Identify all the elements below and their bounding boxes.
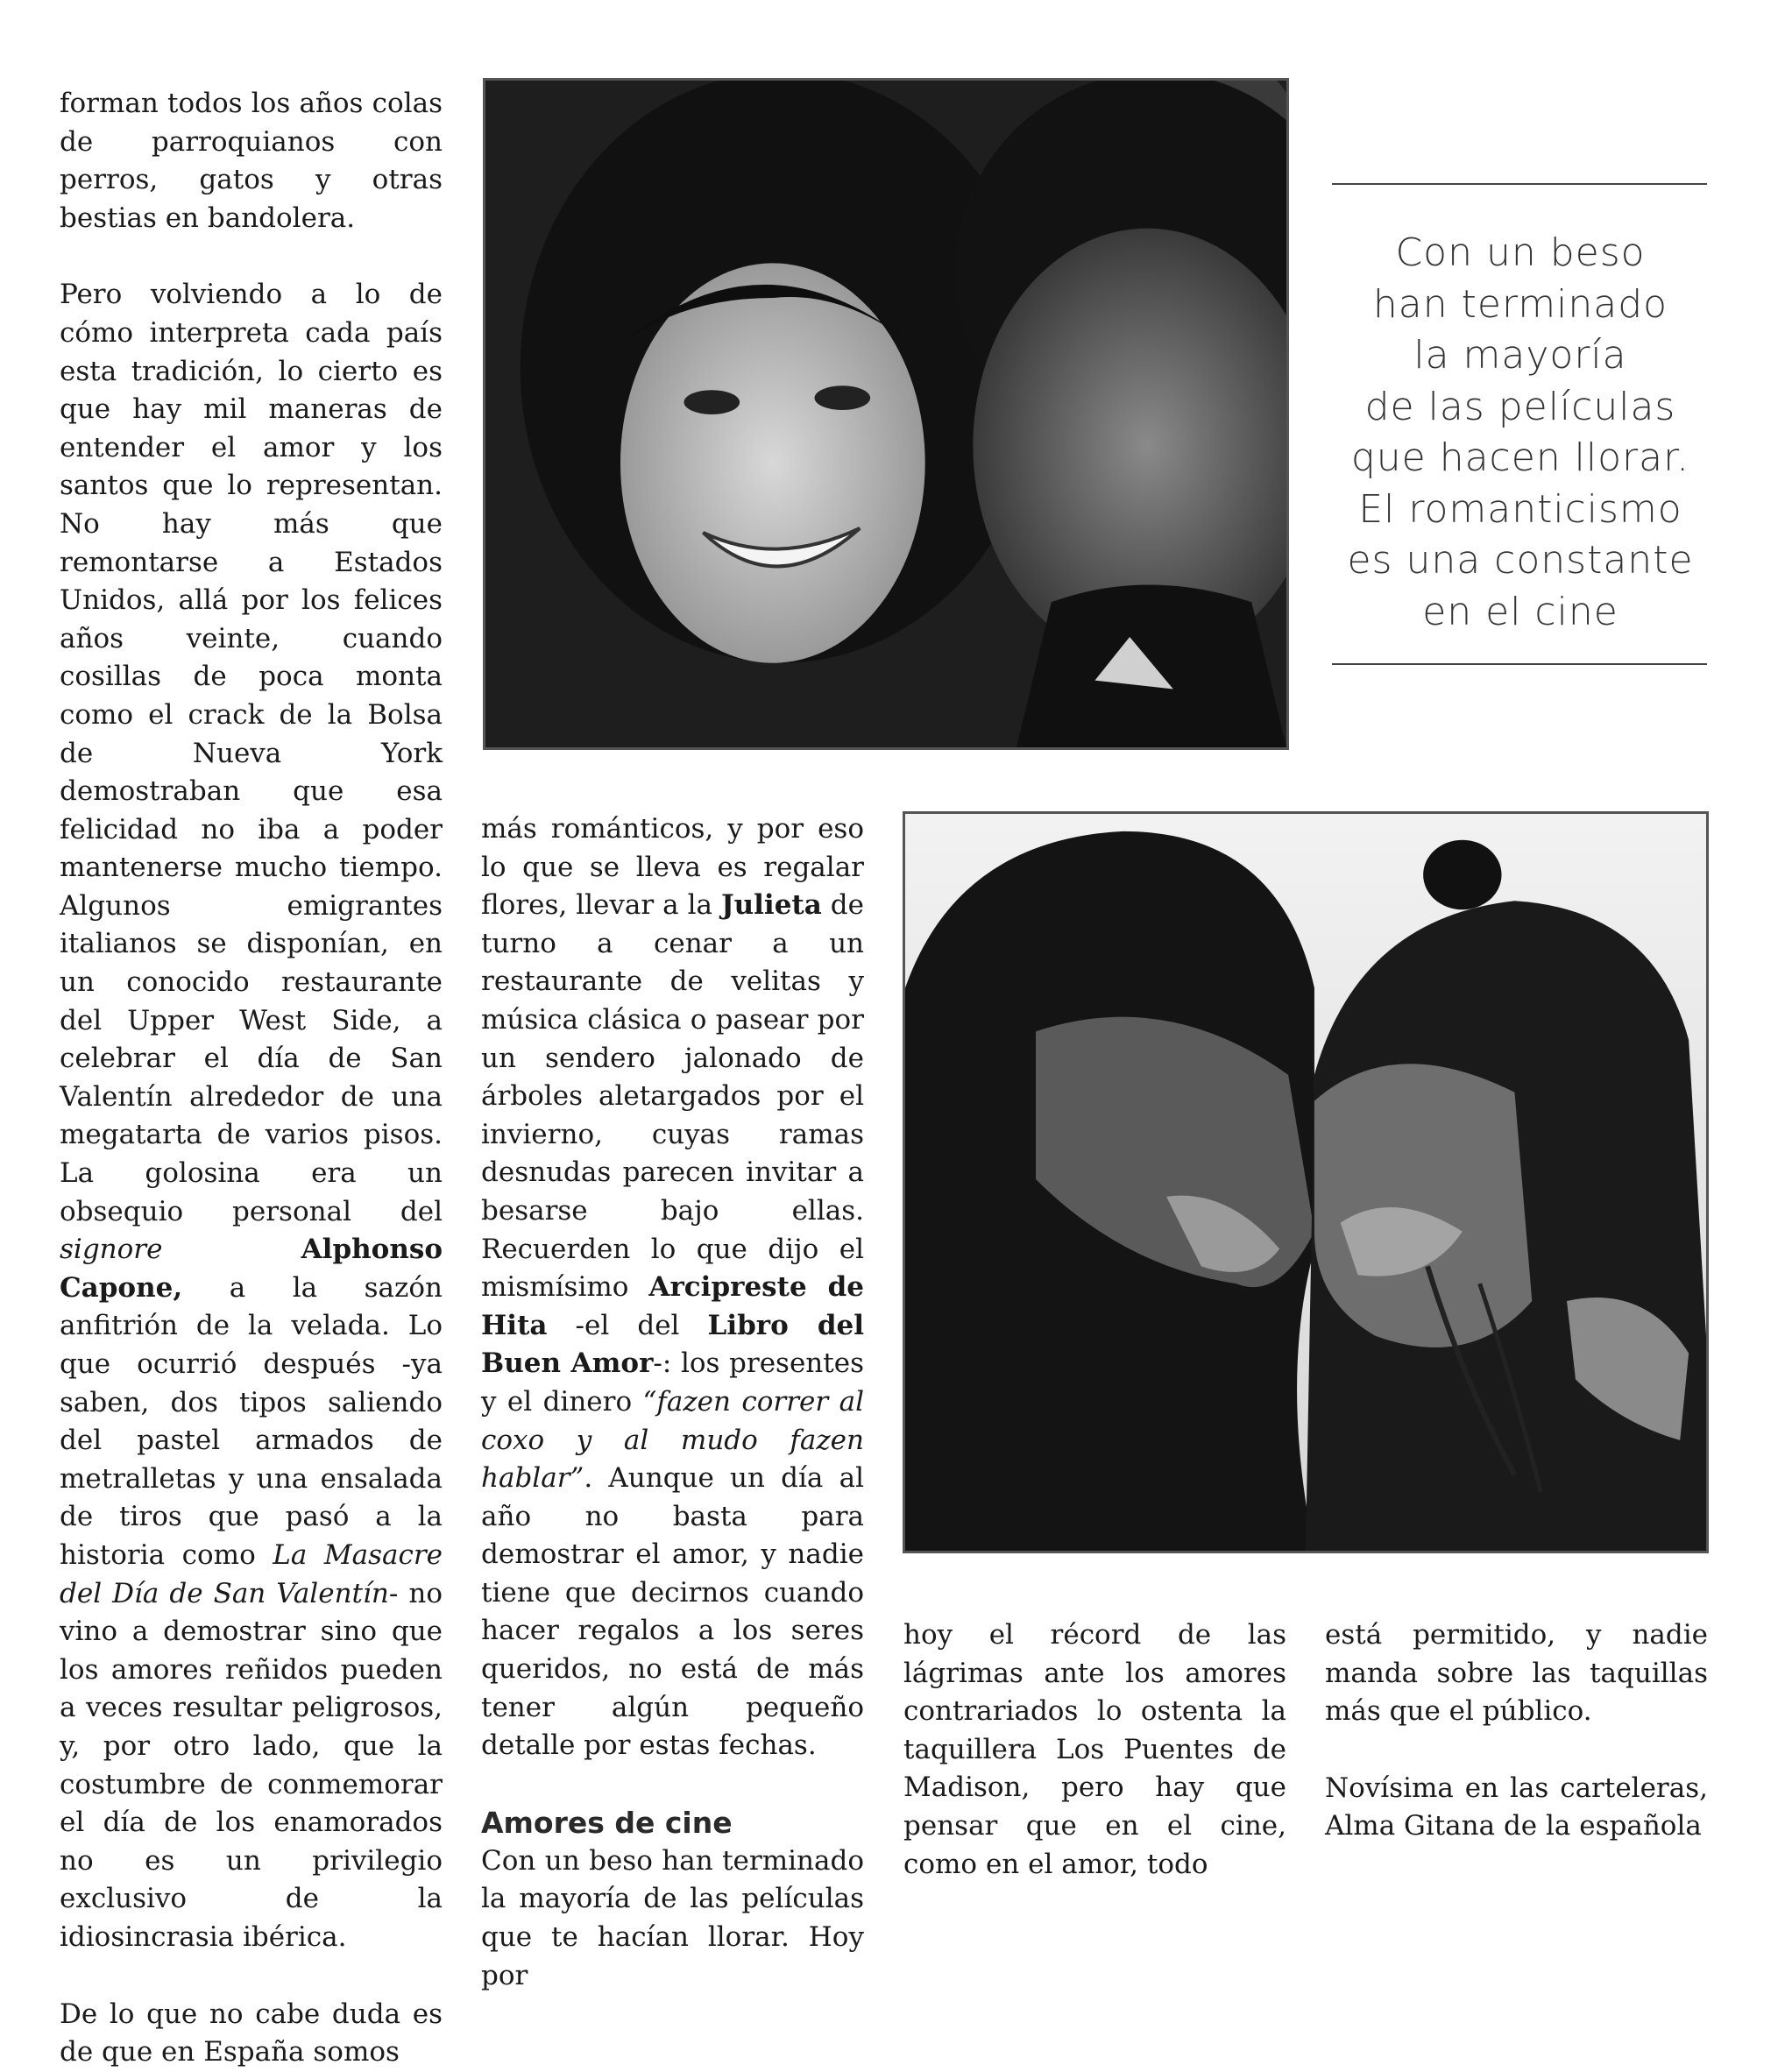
photo-couple-smiling-image: [485, 81, 1286, 747]
pullquote-rule-top: [1332, 183, 1707, 185]
col2-paragraph-1: [481, 810, 864, 1765]
pullquote-line: han terminado: [1372, 281, 1668, 327]
article-column-3: [903, 1616, 1286, 1884]
pullquote-line: es una constante: [1347, 538, 1694, 583]
text-run: . Aunque un día al año no basta para demostrar el amor, y nadie tiene que decirnos cuando hacer regalos a los seres queridos, no está de más tener algún pequeño detalle por estas fechas.: [481, 1462, 864, 1762]
photo-couple-foreheads: [903, 811, 1709, 1553]
col1-paragraph-2: [60, 276, 443, 1956]
pullquote-line: El romanticismo: [1358, 486, 1682, 532]
col1-paragraph-3: De lo que no cabe duda es de que en España somos: [60, 1998, 443, 2068]
text-run: - no vino a demostrar sino que los amores reñidos pueden a veces resultar peligrosos, y, por otro lado, que la costumbre de conmemorar el día de los enamorados no es un privilegio exclusivo de la idiosincrasia ibérica.: [60, 1577, 443, 1953]
article-column-1: [60, 85, 443, 2072]
photo-couple-smiling: [483, 78, 1289, 750]
article-column-4: [1325, 1616, 1708, 1846]
italic-masacre: La Masacre del Día de San Valentín: [60, 1538, 443, 1609]
col3-paragraph-1: hoy el récord de las lágrimas ante los amores contrariados lo ostenta la taquillera Los Puentes de Madison, pero hay que pensar que en el cine, como en el amor, todo: [903, 1619, 1286, 1880]
photo-couple-foreheads-image: [905, 814, 1706, 1551]
col2-paragraph-2: Con un beso han terminado la mayoría de las películas que te hacían llorar. Hoy por: [481, 1844, 864, 1991]
pullquote-line: que hacen llorar.: [1350, 435, 1690, 480]
text-run: más románticos, y por eso lo que se lleva es regalar flores, llevar a la: [481, 813, 864, 922]
section-heading: Amores de cine: [481, 1805, 733, 1840]
col4-paragraph-2: Novísima en las carteleras, Alma Gitana de la española: [1325, 1771, 1708, 1842]
bold-libro-buen-amor: Libro del Buen Amor: [481, 1309, 864, 1380]
bold-arcipreste: Arcipreste de Hita: [481, 1271, 864, 1341]
text-run: -: los presentes y el dinero: [481, 1347, 864, 1418]
text-run: a la sazón anfitrión de la velada. Lo que ocurrió después -ya saben, dos tipos saliendo del pastel armados de metralletas y una ensalada de tiros que pasó a la historia como: [60, 1271, 443, 1571]
pullquote: [1319, 228, 1722, 638]
pullquote-rule-bottom: [1332, 663, 1707, 665]
italic-signore: signore: [60, 1234, 163, 1266]
pullquote-line: la mayoría: [1413, 333, 1627, 378]
pullquote-line: Con un beso: [1395, 230, 1646, 275]
text-run: de turno a cenar a un restaurante de velitas y música clásica o pasear por un sendero jalonado de árboles aletargados por el invierno, cuyas ramas desnudas parecen invitar a besarse bajo ellas. Recuerden lo que dijo el mismísimo: [481, 889, 864, 1304]
bold-alphonso-capone: Alphonso Capone,: [60, 1234, 443, 1304]
article-column-2: [481, 810, 864, 1995]
col1-paragraph-1: forman todos los años colas de parroquianos con perros, gatos y otras bestias en bandolera.: [60, 88, 443, 234]
text-run: -el del: [547, 1309, 708, 1341]
text-run: Pero volviendo a lo de cómo interpreta cada país esta tradición, lo cierto es que hay mil maneras de entender el amor y los santos que lo representan. No hay más que remontarse a Estados Unidos, allá por los felices años veinte, cuando cosillas de poca monta como el crack de la Bolsa de Nueva York demostraban que esa felicidad no iba a poder mantenerse mucho tiempo. Algunos emigrantes italianos se disponían, en un conocido restaurante del Upper West Side, a celebrar el día de San Valentín alrededor de una megatarta de varios pisos. La golosina era un obsequio personal del: [60, 279, 443, 1227]
bold-julieta: Julieta: [720, 889, 822, 922]
italic-quote: “fazen correr al coxo y al mudo fazen hablar”: [481, 1385, 864, 1495]
col4-paragraph-1: está permitido, y nadie manda sobre las taquillas más que el público.: [1325, 1619, 1708, 1728]
pullquote-line: en el cine: [1422, 589, 1618, 634]
pullquote-line: de las películas: [1364, 384, 1676, 429]
